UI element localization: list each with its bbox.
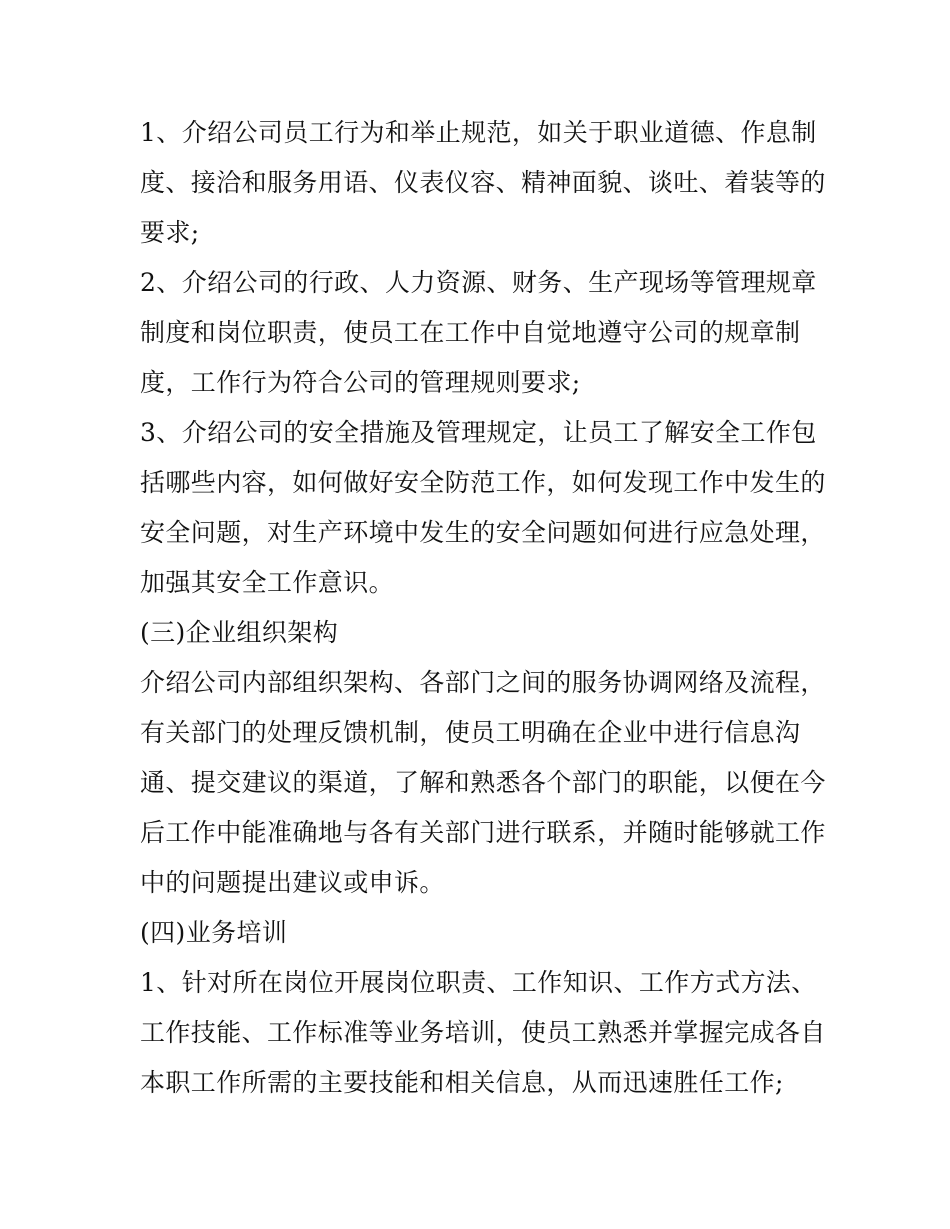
text-line-18: 1、针对所在岗位开展岗位职责、工作知识、工作方式方法、 xyxy=(140,968,817,997)
text-line-2: 度、接洽和服务用语、仪表仪容、精神面貌、谈吐、着装等的 xyxy=(140,168,826,197)
text-line-10: 加强其安全工作意识。 xyxy=(140,568,395,597)
text-line-15: 后工作中能准确地与各有关部门进行联系，并随时能够就工作 xyxy=(140,818,826,847)
text-line-8: 括哪些内容，如何做好安全防范工作，如何发现工作中发生的 xyxy=(140,468,826,497)
text-line-6: 度，工作行为符合公司的管理规则要求; xyxy=(140,368,581,397)
text-line-3: 要求; xyxy=(140,218,200,247)
text-line-13: 有关部门的处理反馈机制，使员工明确在企业中进行信息沟 xyxy=(140,718,801,747)
text-line-12: 介绍公司内部组织架构、各部门之间的服务协调网络及流程， xyxy=(140,668,826,697)
text-line-7: 3、介绍公司的安全措施及管理规定，让员工了解安全工作包 xyxy=(140,418,817,447)
section-heading-training: (四)业务培训 xyxy=(140,918,288,947)
text-line-20: 本职工作所需的主要技能和相关信息，从而迅速胜任工作; xyxy=(140,1068,784,1097)
text-line-9: 安全问题，对生产环境中发生的安全问题如何进行应急处理， xyxy=(140,518,826,547)
text-line-4: 2、介绍公司的行政、人力资源、财务、生产现场等管理规章 xyxy=(140,268,817,297)
text-line-19: 工作技能、工作标准等业务培训，使员工熟悉并掌握完成各自 xyxy=(140,1018,826,1047)
document-body xyxy=(140,108,826,1108)
text-line-14: 通、提交建议的渠道，了解和熟悉各个部门的职能，以便在今 xyxy=(140,768,826,797)
text-line-1: 1、介绍公司员工行为和举止规范，如关于职业道德、作息制 xyxy=(140,118,817,147)
text-line-16: 中的问题提出建议或申诉。 xyxy=(140,868,445,897)
section-heading-organization: (三)企业组织架构 xyxy=(140,618,339,647)
text-line-5: 制度和岗位职责，使员工在工作中自觉地遵守公司的规章制 xyxy=(140,318,801,347)
